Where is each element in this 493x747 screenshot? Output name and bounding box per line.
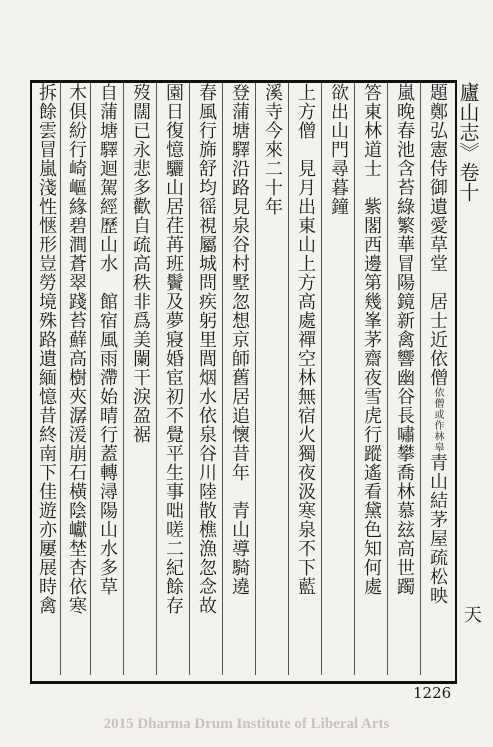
text-column-13: 拆餘雲冒嵐淺性惬形豈勞境殊路遺緬憶昔終南下佳遊亦屢展時禽 (36, 83, 57, 615)
margin-title: 廬山志》卷十 (456, 82, 480, 202)
text-column-9: 園日復憶驪山居荏苒班鬢及夢寢婚宦初不覺平生事咄嗟二紀餘存 (163, 83, 184, 615)
text-column-1 (425, 83, 449, 675)
text-column-12: 木俱紛行崎嶇緣碧澗蒼翠踐苔蘚高樹夾潺湲崩石橫陰巘埜杏依寒 (66, 83, 87, 615)
text-column-11: 自蒲塘驛迴駕經歷山水 館宿風雨滯始晴行蓋轉潯陽山水多草 (97, 83, 118, 596)
margin-glyph: 天 (461, 605, 482, 623)
text-column-6: 溪寺今來二十年 (262, 83, 283, 216)
column-rule (123, 83, 124, 675)
text-column-10: 歿闊已永悲多歡自疏高秩非爲美闌干淚盈裾 (130, 83, 151, 444)
inline-note-1: 依僧或作林皋 (432, 387, 443, 453)
column-rule (156, 83, 157, 675)
column-rule (90, 83, 91, 675)
column-rule (354, 83, 355, 675)
column-rule (60, 83, 61, 675)
text-column-5: 上方僧 見月出東山上方高處禪空林無宿火獨夜汲寒泉不下藍 (295, 83, 316, 596)
page-number: 1226 (413, 684, 452, 702)
text-frame (30, 80, 457, 684)
column-rule (420, 83, 421, 675)
column-rule (222, 83, 223, 675)
column-rule (255, 83, 256, 675)
text-column-7: 登蒲塘驛沿路見泉谷村墅忽想京師舊居追懷昔年 青山導騎遶 (229, 83, 250, 596)
text-column-2: 嵐晚春池含苔綠繁華冒陽鏡新禽響幽谷長嘯攀喬林慕玆高世躅 (394, 83, 415, 596)
column-1-text: 題鄭弘憲侍御遺愛草堂 居士近依僧 (427, 83, 448, 387)
column-1-tail: 青山結茅屋疏松映 (427, 453, 448, 605)
text-column-8: 春風行旆舒均徭視屬城問疾躬里閭烟水依泉谷川陸散樵漁忽念故 (196, 83, 217, 615)
text-column-3: 答東林道士 紫閣西邊第幾峯茅齋夜雪虎行蹤遙看黛色知何處 (361, 83, 382, 596)
column-rule (189, 83, 190, 675)
column-rule (288, 83, 289, 675)
column-rule (321, 83, 322, 675)
column-rule (387, 83, 388, 675)
watermark: 2015 Dharma Drum Institute of Liberal Arts (103, 716, 390, 732)
text-column-4: 欲出山門尋暮鐘 (328, 83, 349, 216)
